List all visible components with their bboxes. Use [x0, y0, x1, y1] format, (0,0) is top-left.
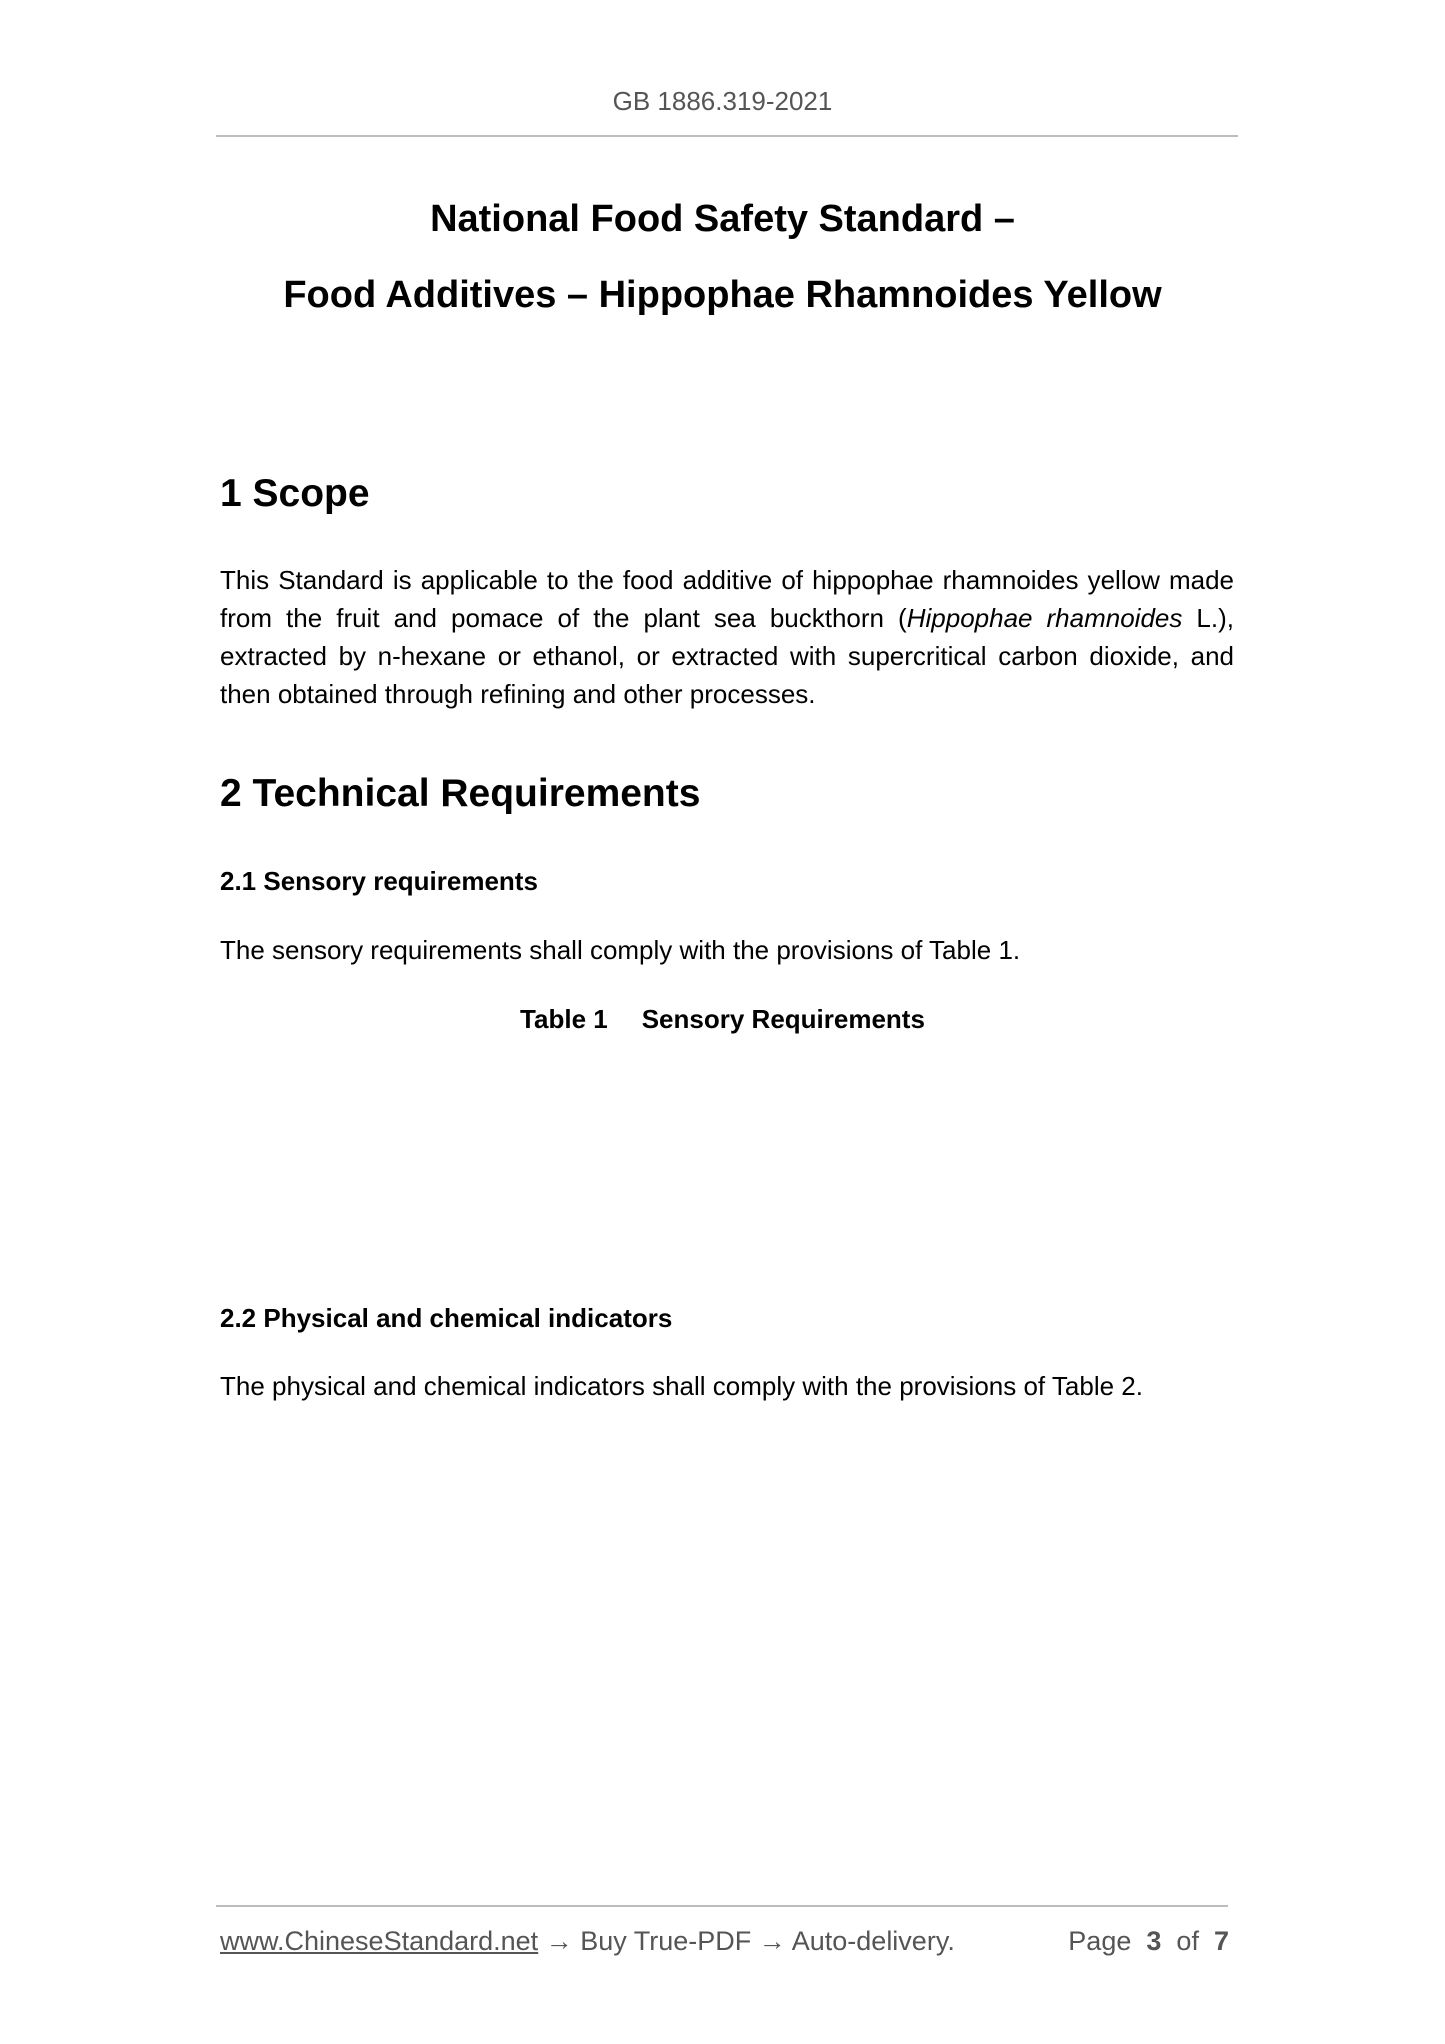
- physchem-paragraph: The physical and chemical indicators shall comply with the provisions of Table 2.: [220, 1371, 1143, 1401]
- document-title-line-1: National Food Safety Standard –: [430, 198, 1015, 240]
- footer-promo-text: → Buy True-PDF → Auto-delivery.: [538, 1926, 955, 1956]
- scope-line-1: This Standard is applicable to the food additive of hippophae rhamnoides yellow made: [220, 565, 1234, 595]
- footer-promo: [220, 1926, 955, 1957]
- section-heading-technical: 2 Technical Requirements: [220, 772, 701, 815]
- header-divider: [216, 135, 1238, 137]
- subsection-heading-sensory: 2.1 Sensory requirements: [220, 866, 538, 896]
- species-name: Hippophae rhamnoides: [906, 603, 1183, 633]
- page-word: Page: [1068, 1926, 1132, 1956]
- table-1-title: Sensory Requirements: [641, 1004, 925, 1034]
- document-title-line-2: Food Additives – Hippophae Rhamnoides Yellow: [283, 274, 1162, 316]
- website-link[interactable]: www.ChineseStandard.net: [220, 1926, 539, 1956]
- page-indicator: [1068, 1926, 1229, 1957]
- scope-paragraph: [220, 561, 1234, 713]
- total-pages: 7: [1213, 1926, 1229, 1956]
- sensory-paragraph: The sensory requirements shall comply with the provisions of Table 1.: [220, 935, 1021, 965]
- scope-line-4: then obtained through refining and other processes.: [220, 679, 816, 709]
- scope-line-2: [220, 599, 1234, 637]
- subsection-heading-physchem: 2.2 Physical and chemical indicators: [220, 1303, 673, 1333]
- footer-divider: [216, 1905, 1228, 1907]
- current-page-number: 3: [1146, 1926, 1162, 1956]
- section-heading-scope: 1 Scope: [220, 472, 370, 515]
- table-1-label: Table 1: [520, 1004, 608, 1034]
- of-word: of: [1176, 1926, 1199, 1956]
- scope-line-2-tail: L.),: [1182, 603, 1234, 633]
- scope-line-2-text: from the fruit and pomace of the plant sea buckthorn (: [220, 603, 907, 633]
- table-1-caption: [0, 1004, 1445, 1035]
- running-header: GB 1886.319-2021: [612, 86, 833, 116]
- scope-line-3: extracted by n-hexane or ethanol, or extracted with supercritical carbon dioxide, and: [220, 641, 1234, 671]
